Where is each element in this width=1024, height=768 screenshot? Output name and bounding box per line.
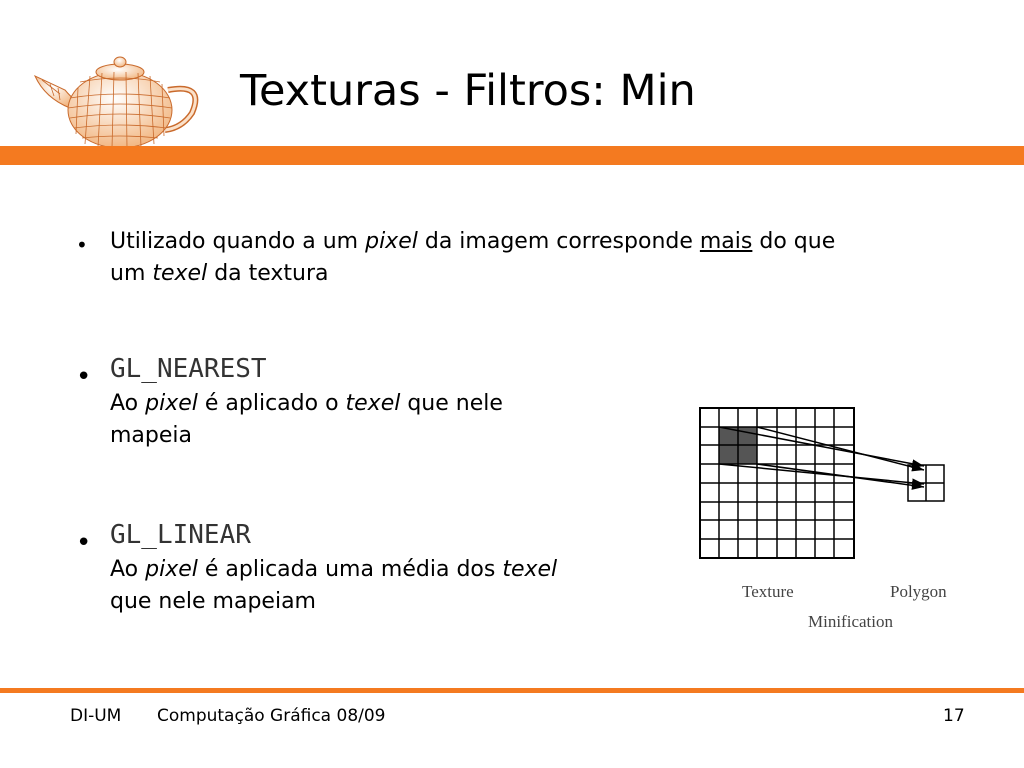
bullet-1-line-2 <box>110 258 990 290</box>
bullet-3-line-2: que nele mapeiam <box>110 589 316 614</box>
emphasis-texel: texel <box>502 557 558 582</box>
bullet-dot: • <box>76 362 92 392</box>
bullet-dot: • <box>76 528 92 558</box>
minification-caption: Minification <box>808 612 893 631</box>
emphasis-pixel: pixel <box>145 391 198 416</box>
texture-grid <box>700 408 854 558</box>
bullet-2-text <box>110 354 503 452</box>
text-span: um <box>110 261 153 286</box>
bullet-3-text <box>110 520 557 618</box>
text-span: é aplicado o <box>197 391 346 416</box>
minification-diagram <box>690 400 980 640</box>
emphasis-pixel: pixel <box>365 229 418 254</box>
slide-title: Texturas - Filtros: Min <box>240 66 696 116</box>
text-span: é aplicada uma média dos <box>197 557 503 582</box>
emphasis-texel: texel <box>345 391 401 416</box>
bullet-2-line-1 <box>110 388 503 420</box>
bullet-2-line-2: mapeia <box>110 423 193 448</box>
footer-org: DI-UM <box>70 706 122 726</box>
emphasis-pixel: pixel <box>145 557 198 582</box>
text-span: que nele <box>400 391 503 416</box>
polygon-label: Polygon <box>890 582 947 601</box>
bullet-1-text <box>110 226 990 290</box>
gl-nearest-label: GL_NEAREST <box>110 354 267 384</box>
footer-bar <box>0 688 1024 693</box>
gl-linear-label: GL_LINEAR <box>110 520 251 550</box>
teapot-logo <box>30 38 210 158</box>
text-span: Utilizado quando a um <box>110 229 366 254</box>
underline-mais: mais <box>699 229 753 254</box>
header-bar <box>0 146 1024 165</box>
text-span: da imagem corresponde <box>417 229 700 254</box>
emphasis-texel: texel <box>152 261 208 286</box>
footer-course: Computação Gráfica 08/09 <box>157 706 386 726</box>
page-number: 17 <box>943 706 965 726</box>
text-span: Ao <box>110 557 146 582</box>
bullet-3-line-1 <box>110 554 557 586</box>
texture-label: Texture <box>742 582 794 601</box>
bullet-dot: • <box>76 233 88 257</box>
text-span: Ao <box>110 391 146 416</box>
bullet-1-line-1 <box>110 226 990 258</box>
text-span: da textura <box>207 261 329 286</box>
text-span: do que <box>752 229 836 254</box>
